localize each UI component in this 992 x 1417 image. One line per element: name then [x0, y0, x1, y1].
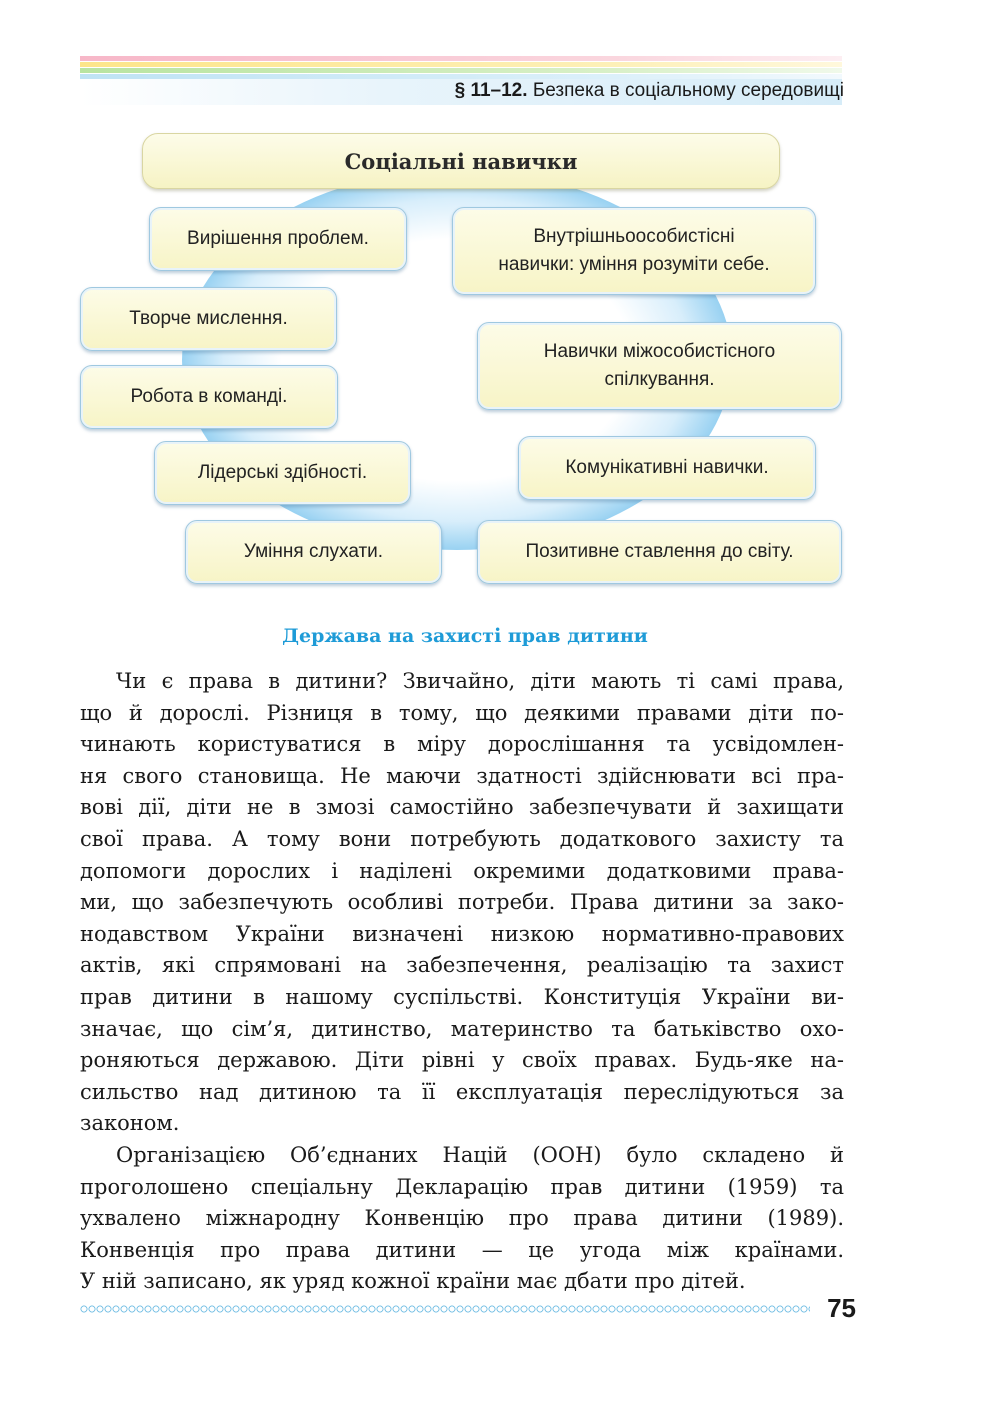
paragraph-1 [80, 666, 844, 1140]
page-number: 75 [827, 1293, 856, 1323]
diagram-title: Соціальні навички [142, 133, 780, 189]
text-line: законом. [80, 1111, 180, 1136]
skill-intrapersonal-line1: Внутрішньоособистісні [533, 226, 735, 248]
footer-wave-border [80, 1303, 810, 1315]
body-text [80, 666, 844, 1298]
header-stripe-pink [80, 56, 842, 61]
skill-intrapersonal [452, 207, 816, 295]
skill-listening: Уміння слухати. [185, 520, 442, 584]
text-line: свої права. А тому вони потребують додаткового захисту та [80, 826, 844, 851]
header-stripe-yellow [80, 62, 842, 67]
text-line: нодавством України визначені низкою нормативно-правових [80, 921, 844, 946]
text-line: Конвенція про права дитини — це угода між країнами. [80, 1237, 844, 1262]
section-title: Безпека в соціальному середовищі [532, 80, 844, 101]
text-line: ми, що забезпечують особливі потреби. Права дитини за зако- [80, 890, 844, 915]
text-line: допомоги дорослих і наділені окремими додатковими права- [80, 858, 844, 883]
skill-teamwork: Робота в команді. [80, 365, 338, 429]
skill-positive-attitude: Позитивне ставлення до світу. [477, 520, 842, 584]
skill-problem-solving: Вирішення проблем. [149, 207, 407, 271]
text-line: чинають користуватися в міру дорослішання та усвідомлен- [80, 732, 844, 757]
text-line: Чи є права в дитини? Звичайно, діти мають ті самі права, [116, 669, 844, 693]
text-line: прав дитини в нашому суспільстві. Конституція України ви- [80, 984, 844, 1009]
text-line: що й дорослі. Різниця в тому, що деякими правами діти по- [80, 700, 844, 725]
running-header [455, 80, 844, 102]
text-line: Організацією Об’єднаних Націй (ООН) було складено й [116, 1142, 844, 1167]
text-line: значає, що сім’я, дитинство, материнство та батьківство охо- [80, 1016, 844, 1041]
text-line: вові дії, діти не в змозі самостійно забезпечувати й захищати [80, 795, 844, 820]
skill-communicative: Комунікативні навички. [518, 436, 816, 500]
skill-interpersonal-line1: Навички міжособистісного [543, 341, 776, 363]
text-line: У ній записано, як уряд кожної країни має дбати про дітей. [80, 1269, 746, 1294]
text-line: роняються державою. Діти рівні у своїх правах. Будь-яке на- [80, 1048, 844, 1073]
text-line: ухвалено міжнародну Конвенцію про права дитини (1989). [80, 1206, 844, 1231]
section-heading: Держава на захисті прав дитини [282, 625, 648, 647]
paragraph-2 [80, 1140, 844, 1298]
text-line: ня свого становища. Не маючи здатності здійснювати всі пра- [80, 763, 844, 788]
text-line: сильство над дитиною та її експлуатація переслідуються за [80, 1079, 844, 1104]
text-line: проголошено спеціальну Декларацію прав дитини (1959) та [80, 1174, 844, 1199]
section-number: § 11–12. [454, 80, 528, 101]
skill-interpersonal-line2: спілкування. [604, 369, 715, 390]
header-stripe-green [80, 68, 842, 73]
skill-leadership: Лідерські здібності. [154, 441, 411, 505]
skill-creative-thinking: Творче мислення. [80, 287, 337, 351]
skill-interpersonal [477, 322, 842, 410]
text-line: актів, які спрямовані на забезпечення, реалізацію та захист [80, 953, 844, 978]
skill-intrapersonal-line2: навички: уміння розуміти себе. [498, 254, 770, 275]
